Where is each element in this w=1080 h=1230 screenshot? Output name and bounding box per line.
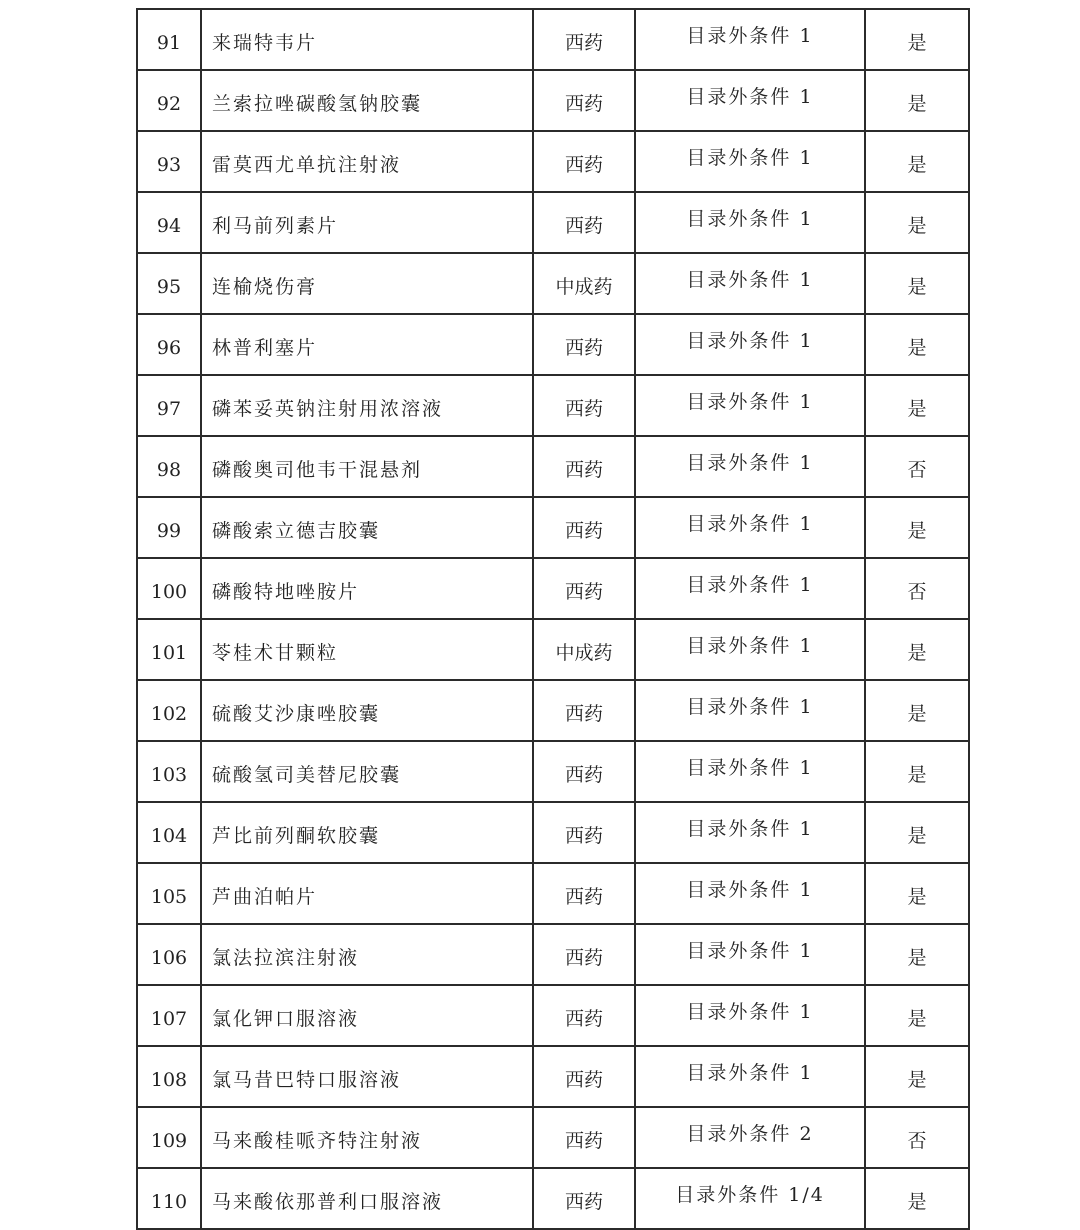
drug-name-cell	[201, 253, 533, 314]
drug-type-cell	[533, 802, 635, 863]
condition-text: 目录外条件 1	[686, 696, 814, 718]
drug-name-text: 雷莫西尤单抗注射液	[212, 154, 402, 176]
condition-text: 目录外条件 1	[686, 391, 814, 413]
drug-name-cell	[201, 985, 533, 1046]
drug-name-text: 硫酸氢司美替尼胶囊	[212, 764, 402, 786]
row-number-text: 98	[156, 459, 182, 481]
flag-text: 是	[907, 398, 927, 420]
drug-name-text: 苓桂术甘颗粒	[212, 642, 339, 664]
flag-cell	[865, 192, 969, 253]
drug-name-cell	[201, 680, 533, 741]
row-number-text: 103	[150, 764, 188, 786]
flag-text: 否	[907, 581, 927, 603]
drug-name-cell	[201, 558, 533, 619]
drug-type-cell	[533, 863, 635, 924]
drug-type-text: 西药	[564, 764, 603, 786]
drug-type-text: 西药	[564, 154, 603, 176]
condition-text: 目录外条件 1	[686, 757, 814, 779]
row-number-cell	[137, 985, 201, 1046]
drug-type-text: 西药	[564, 886, 603, 908]
drug-type-cell	[533, 1168, 635, 1229]
table-row	[137, 375, 969, 436]
condition-text: 目录外条件 1	[686, 452, 814, 474]
drug-type-cell	[533, 741, 635, 802]
drug-type-text: 西药	[564, 337, 603, 359]
drug-type-text: 西药	[564, 703, 603, 725]
table-row	[137, 9, 969, 70]
flag-cell	[865, 131, 969, 192]
drug-type-cell	[533, 192, 635, 253]
drug-name-text: 芦曲泊帕片	[212, 886, 318, 908]
table-row	[137, 314, 969, 375]
drug-name-text: 连榆烧伤膏	[212, 276, 318, 298]
flag-cell	[865, 253, 969, 314]
flag-text: 是	[907, 32, 927, 54]
condition-cell	[635, 9, 865, 70]
drug-type-cell	[533, 70, 635, 131]
condition-text: 目录外条件 1	[686, 574, 814, 596]
drug-type-cell	[533, 497, 635, 558]
flag-text: 是	[907, 886, 927, 908]
row-number-cell	[137, 9, 201, 70]
condition-cell	[635, 985, 865, 1046]
flag-cell	[865, 1107, 969, 1168]
row-number-text: 94	[156, 215, 182, 237]
row-number-text: 107	[150, 1008, 188, 1030]
condition-cell	[635, 924, 865, 985]
condition-text: 目录外条件 1	[686, 147, 814, 169]
condition-text: 目录外条件 1	[686, 1001, 814, 1023]
condition-text: 目录外条件 1	[686, 1062, 814, 1084]
condition-cell	[635, 680, 865, 741]
condition-text: 目录外条件 1	[686, 513, 814, 535]
flag-cell	[865, 558, 969, 619]
drug-name-cell	[201, 192, 533, 253]
flag-text: 是	[907, 947, 927, 969]
drug-list-table	[136, 8, 970, 1230]
drug-name-text: 氯马昔巴特口服溶液	[212, 1069, 402, 1091]
row-number-cell	[137, 680, 201, 741]
condition-cell	[635, 558, 865, 619]
table-row	[137, 131, 969, 192]
flag-cell	[865, 680, 969, 741]
condition-cell	[635, 70, 865, 131]
condition-cell	[635, 253, 865, 314]
drug-name-cell	[201, 802, 533, 863]
flag-text: 是	[907, 703, 927, 725]
drug-name-cell	[201, 863, 533, 924]
table-row	[137, 802, 969, 863]
flag-text: 否	[907, 1130, 927, 1152]
condition-cell	[635, 741, 865, 802]
condition-text: 目录外条件 1	[686, 25, 814, 47]
drug-type-cell	[533, 619, 635, 680]
row-number-cell	[137, 741, 201, 802]
flag-text: 是	[907, 764, 927, 786]
condition-text: 目录外条件 1	[686, 269, 814, 291]
condition-cell	[635, 863, 865, 924]
flag-text: 是	[907, 642, 927, 664]
table-row	[137, 1107, 969, 1168]
row-number-text: 102	[150, 703, 188, 725]
row-number-text: 104	[150, 825, 188, 847]
flag-cell	[865, 924, 969, 985]
drug-type-cell	[533, 1107, 635, 1168]
flag-cell	[865, 1046, 969, 1107]
condition-text: 目录外条件 1	[686, 818, 814, 840]
condition-cell	[635, 192, 865, 253]
table-row	[137, 985, 969, 1046]
row-number-cell	[137, 375, 201, 436]
flag-text: 是	[907, 337, 927, 359]
drug-type-text: 西药	[564, 825, 603, 847]
flag-cell	[865, 1168, 969, 1229]
row-number-text: 100	[150, 581, 188, 603]
drug-type-text: 西药	[564, 459, 603, 481]
condition-text: 目录外条件 1/4	[675, 1184, 825, 1206]
drug-type-cell	[533, 253, 635, 314]
drug-name-text: 硫酸艾沙康唑胶囊	[212, 703, 381, 725]
table-body	[137, 9, 969, 1229]
drug-type-text: 中成药	[555, 642, 613, 664]
row-number-cell	[137, 1046, 201, 1107]
drug-type-text: 西药	[564, 93, 603, 115]
condition-cell	[635, 1107, 865, 1168]
row-number-cell	[137, 924, 201, 985]
table-row	[137, 1168, 969, 1229]
row-number-cell	[137, 1168, 201, 1229]
drug-type-text: 西药	[564, 947, 603, 969]
drug-name-text: 磷酸索立德吉胶囊	[212, 520, 381, 542]
drug-type-cell	[533, 558, 635, 619]
condition-text: 目录外条件 1	[686, 635, 814, 657]
drug-name-text: 利马前列素片	[212, 215, 339, 237]
flag-text: 是	[907, 1008, 927, 1030]
table-row	[137, 558, 969, 619]
row-number-cell	[137, 863, 201, 924]
row-number-text: 99	[156, 520, 182, 542]
drug-type-cell	[533, 924, 635, 985]
row-number-text: 95	[156, 276, 182, 298]
drug-name-text: 氯化钾口服溶液	[212, 1008, 360, 1030]
condition-cell	[635, 1046, 865, 1107]
table-row	[137, 863, 969, 924]
condition-text: 目录外条件 1	[686, 86, 814, 108]
drug-name-cell	[201, 1107, 533, 1168]
drug-name-text: 马来酸桂哌齐特注射液	[212, 1130, 423, 1152]
drug-type-text: 西药	[564, 1069, 603, 1091]
flag-text: 是	[907, 276, 927, 298]
drug-name-cell	[201, 70, 533, 131]
row-number-cell	[137, 253, 201, 314]
row-number-text: 91	[156, 32, 182, 54]
condition-cell	[635, 1168, 865, 1229]
row-number-cell	[137, 436, 201, 497]
drug-name-cell	[201, 497, 533, 558]
row-number-text: 108	[150, 1069, 188, 1091]
drug-type-text: 西药	[564, 32, 603, 54]
table-row	[137, 70, 969, 131]
flag-cell	[865, 70, 969, 131]
drug-name-text: 磷苯妥英钠注射用浓溶液	[212, 398, 444, 420]
table-row	[137, 192, 969, 253]
flag-text: 否	[907, 459, 927, 481]
drug-name-cell	[201, 131, 533, 192]
row-number-cell	[137, 558, 201, 619]
table-row	[137, 1046, 969, 1107]
drug-name-text: 磷酸奥司他韦干混悬剂	[212, 459, 423, 481]
table-row	[137, 619, 969, 680]
condition-cell	[635, 802, 865, 863]
row-number-cell	[137, 131, 201, 192]
flag-cell	[865, 375, 969, 436]
drug-type-cell	[533, 1046, 635, 1107]
row-number-text: 97	[156, 398, 182, 420]
row-number-text: 110	[150, 1191, 188, 1213]
drug-type-text: 西药	[564, 520, 603, 542]
row-number-text: 92	[156, 93, 182, 115]
drug-type-text: 西药	[564, 1130, 603, 1152]
row-number-cell	[137, 1107, 201, 1168]
drug-type-cell	[533, 9, 635, 70]
table-row	[137, 741, 969, 802]
drug-name-cell	[201, 436, 533, 497]
drug-name-cell	[201, 9, 533, 70]
drug-name-cell	[201, 1046, 533, 1107]
condition-cell	[635, 436, 865, 497]
condition-cell	[635, 375, 865, 436]
flag-text: 是	[907, 154, 927, 176]
drug-type-text: 中成药	[555, 276, 613, 298]
drug-type-text: 西药	[564, 398, 603, 420]
table-row	[137, 680, 969, 741]
flag-cell	[865, 436, 969, 497]
condition-text: 目录外条件 1	[686, 879, 814, 901]
table-row	[137, 497, 969, 558]
row-number-text: 101	[150, 642, 188, 664]
flag-text: 是	[907, 93, 927, 115]
drug-name-text: 来瑞特韦片	[212, 32, 318, 54]
drug-name-text: 氯法拉滨注射液	[212, 947, 360, 969]
row-number-cell	[137, 192, 201, 253]
row-number-text: 105	[150, 886, 188, 908]
drug-type-text: 西药	[564, 1008, 603, 1030]
row-number-cell	[137, 497, 201, 558]
flag-cell	[865, 741, 969, 802]
condition-cell	[635, 619, 865, 680]
drug-type-text: 西药	[564, 215, 603, 237]
condition-text: 目录外条件 2	[686, 1123, 814, 1145]
flag-cell	[865, 314, 969, 375]
drug-name-cell	[201, 314, 533, 375]
row-number-text: 109	[150, 1130, 188, 1152]
row-number-text: 96	[156, 337, 182, 359]
drug-type-cell	[533, 131, 635, 192]
flag-text: 是	[907, 825, 927, 847]
drug-type-cell	[533, 985, 635, 1046]
condition-text: 目录外条件 1	[686, 208, 814, 230]
flag-cell	[865, 619, 969, 680]
drug-type-cell	[533, 314, 635, 375]
flag-text: 是	[907, 215, 927, 237]
condition-text: 目录外条件 1	[686, 940, 814, 962]
row-number-cell	[137, 619, 201, 680]
drug-name-cell	[201, 375, 533, 436]
table-row	[137, 253, 969, 314]
condition-cell	[635, 497, 865, 558]
row-number-text: 106	[150, 947, 188, 969]
drug-name-text: 马来酸依那普利口服溶液	[212, 1191, 444, 1213]
flag-text: 是	[907, 1069, 927, 1091]
drug-name-cell	[201, 619, 533, 680]
flag-cell	[865, 9, 969, 70]
drug-name-text: 磷酸特地唑胺片	[212, 581, 360, 603]
row-number-text: 93	[156, 154, 182, 176]
drug-name-text: 林普利塞片	[212, 337, 318, 359]
flag-cell	[865, 802, 969, 863]
flag-text: 是	[907, 1191, 927, 1213]
drug-type-cell	[533, 436, 635, 497]
drug-type-text: 西药	[564, 581, 603, 603]
condition-text: 目录外条件 1	[686, 330, 814, 352]
flag-text: 是	[907, 520, 927, 542]
drug-type-cell	[533, 375, 635, 436]
drug-name-text: 兰索拉唑碳酸氢钠胶囊	[212, 93, 423, 115]
flag-cell	[865, 863, 969, 924]
table-row	[137, 924, 969, 985]
table-row	[137, 436, 969, 497]
drug-type-text: 西药	[564, 1191, 603, 1213]
drug-type-cell	[533, 680, 635, 741]
drug-name-cell	[201, 1168, 533, 1229]
condition-cell	[635, 314, 865, 375]
row-number-cell	[137, 802, 201, 863]
drug-name-cell	[201, 741, 533, 802]
condition-cell	[635, 131, 865, 192]
flag-cell	[865, 497, 969, 558]
row-number-cell	[137, 70, 201, 131]
drug-name-cell	[201, 924, 533, 985]
flag-cell	[865, 985, 969, 1046]
row-number-cell	[137, 314, 201, 375]
drug-name-text: 芦比前列酮软胶囊	[212, 825, 381, 847]
